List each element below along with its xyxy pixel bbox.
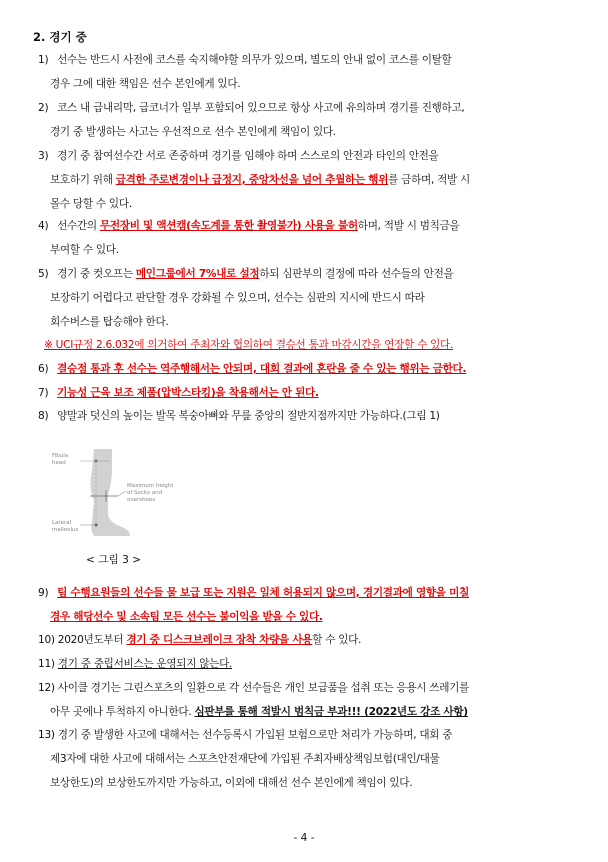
penalty-notice: 심판부를 통해 적발시 범칙금 부과!!! (2022년도 강조 사항) — [194, 706, 468, 718]
rule-item-13: 13) 경기 중 발생한 사고에 대해서는 선수등록시 가입된 보험으로만 처리가 가능하며, 대회 중 제3자에 대한 사고에 대해서는 스포츠안전재단에 가입된 주최자배상책임보험(대인/대물 보상한도)의 보상한도까지만 가능하고, 이외에 대해선 선수 본인에게 책임이 있다. — [38, 729, 453, 789]
svg-text:Maximum height: Maximum height — [127, 483, 174, 489]
rule-item-7: 7) 기능성 근육 보조 제품(압박스타킹)을 착용해서는 안 된다. — [38, 387, 319, 399]
rule-item-2: 2) 코스 내 급내리막, 급코너가 일부 포함되어 있으므로 항상 사고에 유의하며 경기를 진행하고, 경기 중 발생하는 사고는 우선적으로 선수 본인에게 책임이 있다. — [38, 102, 465, 138]
highlight-text: 메인그룹에서 7%내로 설정 — [135, 268, 260, 280]
rule-item-3: 3) 경기 중 참여선수간 서로 존중하며 경기를 임해야 하며 스스로의 안전과 타인의 안전을 보호하기 위해 급격한 주로변경이나 급정지, 중앙차선을 넘어 추월하는 행위를 금하며, 적발 시 몰수 당할 수 있다. — [38, 150, 470, 210]
rule-item-12: 12) 사이클 경기는 그린스포츠의 일환으로 각 선수들은 개인 보급품을 섭취 또는 응용시 쓰레기를 아무 곳에나 투척하지 아니한다. 심판부를 통해 적발시 범칙금 부과!!! (2022년도 강조 사항) — [38, 682, 470, 718]
svg-text:Fibula: Fibula — [52, 453, 69, 459]
rule-item-1: 1) 선수는 반드시 사전에 코스를 숙지해야할 의무가 있으며, 별도의 안내 없이 코스를 이탈할 경우 그에 대한 책임은 선수 본인에게 있다. — [38, 54, 452, 90]
highlight-text: 급격한 주로변경이나 급정지, 중앙차선을 넘어 추월하는 행위 — [115, 174, 389, 186]
page-number: - 4 - — [293, 832, 315, 844]
uci-note: ※ UCI규정 2.6.032에 의거하여 주최자와 협의하여 결승선 통과 마감시간을 연장할 수 있다. — [44, 339, 454, 351]
rule-item-5: 5) 경기 중 컷오프는 메인그룹에서 7%내로 설정하되 심판부의 결정에 따라 선수들의 안전을 보장하기 어렵다고 판단할 경우 강화될 수 있으며, 선수는 심판의 지시에 반드시 따라 회수버스를 탑승해야 한다. — [38, 268, 454, 328]
rule-item-4: 4) 선수간의 무전장비 및 액션캠(속도계를 통한 촬영불가) 사용을 불허하며, 적발 시 범칙금을 부여할 수 있다. — [38, 220, 460, 256]
svg-text:malleolus: malleolus — [52, 527, 79, 533]
rule-item-9: 9) 팀 수행요원들의 선수들 물 보급 또는 지원은 일체 허용되지 않으며, 경기결과에 영향을 미칠 경우 해당선수 및 소속팀 모든 선수는 불이익을 받을 수 있다. — [38, 587, 469, 623]
rule-item-6: 6) 결승점 통과 후 선수는 역주행해서는 안되며, 대회 결과에 혼란을 줄 수 있는 행위는 금한다. — [38, 363, 467, 375]
svg-text:of Socks and: of Socks and — [127, 490, 163, 496]
svg-text:Lateral: Lateral — [52, 520, 72, 526]
section-heading: 2. 경기 중 — [33, 30, 87, 44]
highlight-text: 경기 중 디스크브레이크 장착 차량을 사용 — [126, 634, 313, 646]
rule-item-8: 8) 양말과 덧신의 높이는 발목 복숭아뼈와 무릎 중앙의 절반지점까지만 가능하다.(그림 1) — [38, 410, 440, 422]
rule-item-11: 11) 경기 중 중립서비스는 운영되지 않는다. — [38, 658, 233, 670]
figure-caption: < 그림 3 > — [86, 554, 142, 566]
highlight-text: 무전장비 및 액션캠(속도계를 통한 촬영불가) 사용을 불허 — [99, 220, 358, 232]
svg-text:head: head — [52, 460, 66, 466]
svg-text:overshoes: overshoes — [127, 497, 156, 503]
rule-item-10: 10) 2020년도부터 경기 중 디스크브레이크 장착 차량을 사용할 수 있다. — [38, 634, 362, 646]
leg-sock-height-figure — [50, 443, 200, 543]
